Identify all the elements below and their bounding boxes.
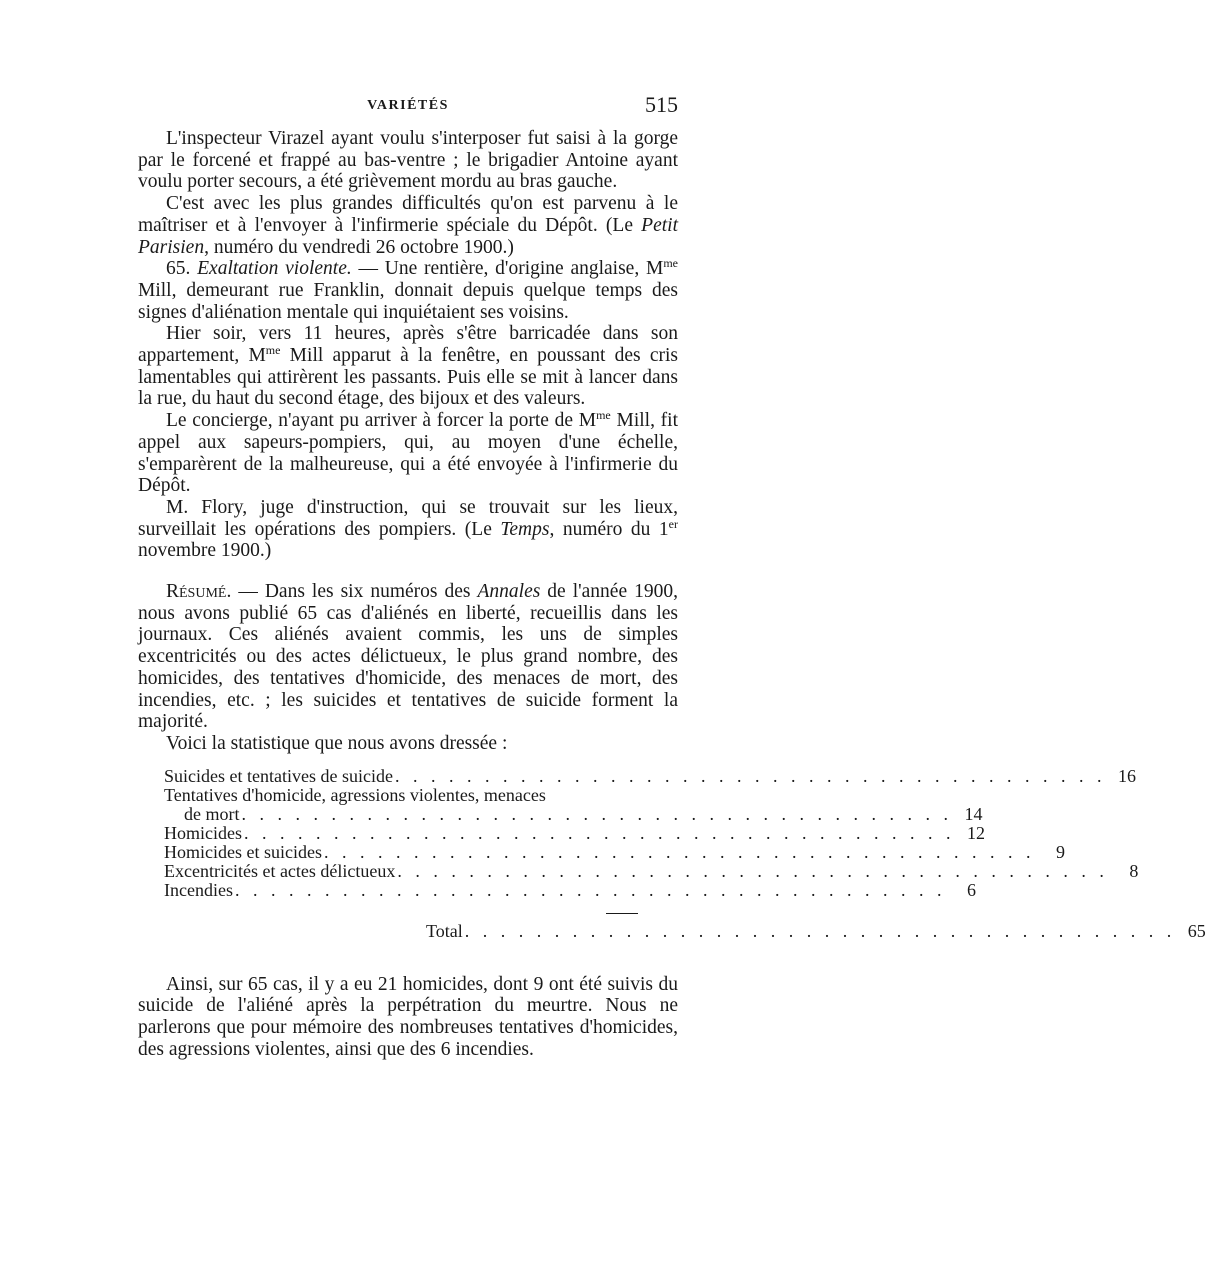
dot-leader: . . . . . . . . . . . . . . . . . . . . . . . . . . . . . . . . . . . . . . . . — [394, 765, 1106, 786]
source-temps: Temps — [500, 518, 550, 540]
resume-label: Résumé. — [166, 581, 232, 603]
dot-leader: . . . . . . . . . . . . . . . . . . . . . . . . . . . . . . . . . . . . . . . . — [323, 841, 1035, 862]
page-body — [138, 128, 1206, 1061]
stat-row: Tentatives d'homicide, agressions violentes, menaces — [164, 784, 546, 805]
stat-row: Incendies . . . . . . . . . . . . . . . . . . . . . . . . . . . . . . . . . . . . . . . . 6 — [164, 879, 976, 900]
stat-total-row: Total . . . . . . . . . . . . . . . . . . . . . . . . . . . . . . . . . . . . . . . . 65 — [426, 920, 1206, 941]
paragraph-concierge: Le concierge, n'ayant pu arriver à forcer la porte de $M^{me}$ Mill, fit appel aux sapeurs-pompiers, qui, au moyen d'une échelle, s'emparèrent de la malheureuse, qui a été envoyée à l'infirmerie du Dépôt. — [138, 408, 678, 497]
stat-row: Excentricités et actes délictueux . . . . . . . . . . . . . . . . . . . . . . . . . . . . . . . . . . . . . . . . 8 — [164, 860, 1139, 881]
running-head: VARIÉTÉS — [367, 98, 449, 113]
paragraph-conclusion: Ainsi, sur 65 cas, il y a eu 21 homicides, dont 9 ont été suivis du suicide de l'aliéné après la perpétration du meurtre. Nous ne parlerons que pour mémoire des nombreuses tentatives d'homicides, des agressions violentes, ainsi que des 6 incendies. — [138, 973, 678, 1060]
page-header — [138, 92, 678, 122]
case-65-title: Exaltation violente. — [197, 258, 352, 280]
dot-leader: . . . . . . . . . . . . . . . . . . . . . . . . . . . . . . . . . . . . . . . . — [464, 920, 1176, 941]
source-petit-parisien: Petit Parisien — [138, 214, 678, 258]
page-number: 515 — [645, 92, 678, 117]
paragraph-virazel: L'inspecteur Virazel ayant voulu s'interposer fut saisi à la gorge par le forcené et frappé au bas-ventre ; le brigadier Antoine ayant voulu porter secours, a été grièvement mordu au bras gauche. — [138, 128, 678, 193]
dot-leader: . . . . . . . . . . . . . . . . . . . . . . . . . . . . . . . . . . . . . . . . — [397, 860, 1109, 881]
total-rule — [606, 913, 638, 914]
paragraph-flory: M. Flory, juge d'instruction, qui se trouvait sur les lieux, surveillait les opérations des pompiers. (Le Temps, numéro du 1er novembre 1900.) — [138, 496, 678, 562]
paragraph-depot: C'est avec les plus grandes difficultés qu'on est parvenu à le maîtriser et à l'envoyer à l'infirmerie spéciale du Dépôt. (Le Petit Parisien, numéro du vendredi 26 octobre 1900.) — [138, 193, 678, 258]
paragraph-statistique-intro: Voici la statistique que nous avons dressée : — [166, 732, 508, 754]
stat-row: Homicides et suicides . . . . . . . . . . . . . . . . . . . . . . . . . . . . . . . . . . . . . . . . 9 — [164, 841, 1065, 862]
paragraph-hier-soir: Hier soir, vers 11 heures, après s'être barricadée dans son appartement, $M^{me}$ Mill apparut à la fenêtre, en poussant des cris lamentables qui attirèrent les passants. Puis elle se mit à lancer dans la rue, du haut du second étage, des bijoux et des valeurs. — [138, 323, 678, 410]
stat-row: Homicides . . . . . . . . . . . . . . . . . . . . . . . . . . . . . . . . . . . . . . . . 12 — [164, 822, 985, 843]
source-annales: Annales — [477, 581, 541, 603]
stat-row: Suicides et tentatives de suicide . . . . . . . . . . . . . . . . . . . . . . . . . . . . . . . . . . . . . . . . 16 — [164, 765, 1136, 786]
dot-leader: . . . . . . . . . . . . . . . . . . . . . . . . . . . . . . . . . . . . . . . . — [234, 879, 946, 900]
stat-row-continuation: de mort . . . . . . . . . . . . . . . . . . . . . . . . . . . . . . . . . . . . . . . . 14 — [184, 803, 983, 824]
statistics-table — [164, 765, 1206, 941]
dot-leader: . . . . . . . . . . . . . . . . . . . . . . . . . . . . . . . . . . . . . . . . — [244, 822, 955, 843]
case-65-heading: 65. Exaltation violente. — Une rentière, d'origine anglaise, $M^{me}$ Mill, demeurant rue Franklin, donnait depuis quelque temps des signes d'aliénation mentale qui inquiétaient ses voisins. — [138, 256, 678, 323]
dot-leader: . . . . . . . . . . . . . . . . . . . . . . . . . . . . . . . . . . . . . . . . — [241, 803, 953, 824]
paragraph-resume: Résumé. — Dans les six numéros des Annales de l'année 1900, nous avons publié 65 cas d'aliénés en liberté, recueillis dans les journaux. Ces aliénés avaient commis, les uns de simples excentricités ou des actes délictueux, le plus grand nombre, des homicides, des tentatives d'homicide, des menaces de mort, des incendies, etc. ; les suicides et tentatives de suicide forment la majorité. — [138, 581, 678, 733]
